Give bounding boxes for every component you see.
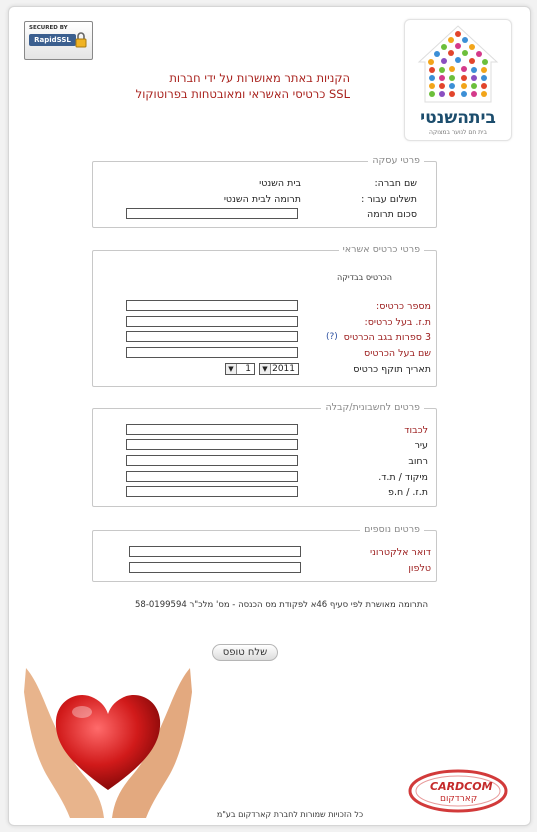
logo-tagline: בית חם לנוער במצוקה [429,129,487,136]
card-holder-name-input[interactable] [126,347,298,358]
payment-for-label: תשלום עבור : [361,194,417,205]
beit-hashanti-logo [404,19,512,141]
ssl-badge-line2: RapidSSL [29,34,76,46]
phone-label: טלפון [408,563,431,574]
cardcom-logo-line1: CARDCOM [430,780,493,793]
email-input[interactable] [129,546,301,557]
rapidssl-badge[interactable] [24,21,93,60]
email-label: דואר אלקטרוני [369,547,431,558]
padlock-icon [75,32,87,48]
chevron-down-icon: ▼ [226,364,237,374]
billing-id-label: ת.ז. / ח.פ [388,487,428,498]
city-label: עיר [414,440,428,451]
street-input[interactable] [126,455,298,466]
city-input[interactable] [126,439,298,450]
cvv-help-link[interactable]: (?) [326,332,338,342]
chevron-down-icon: ▼ [260,364,271,374]
zip-input[interactable] [126,471,298,482]
security-header-line1: הקניות באתר מאושרות על ידי חברות [169,71,350,85]
transaction-legend: פרטי עסקה [368,155,424,166]
expiry-month-select[interactable] [225,363,255,375]
card-holder-name-label: שם בעל הכרטיס [364,348,431,359]
credit-card-legend: פרטי כרטיס אשראי [339,244,424,255]
phone-input[interactable] [129,562,301,573]
extra-legend: פרטים נוספים [360,524,424,535]
zip-label: מיקוד / ת.ד. [378,472,428,483]
cvv-label: 3 ספרות בגב הכרטיס [343,332,431,343]
expiry-year-select[interactable] [259,363,299,375]
billing-id-input[interactable] [126,486,298,497]
company-value: בית השנטי [259,178,301,189]
expiry-month-value: 1 [245,364,251,374]
submit-button[interactable]: שלח טופס [212,644,278,661]
card-holder-id-input[interactable] [126,316,298,327]
tax-approval-note: התרומה מאושרת לפי סעיף 46א לפקודת מס הכנסה - מס' מלכ"ר 58-0199594 [135,600,428,610]
company-label: שם חברה: [374,178,417,189]
billing-to-label: לכבוד [404,425,428,436]
security-header-line2: כרטיסי האשראי ומאובטחות בפרוטוקול SSL [135,87,350,101]
payment-for-value: תרומה לבית השנטי [223,194,301,205]
card-number-label: מספר כרטיס: [376,301,431,312]
copyright-footer: כל הזכויות שמורות לחברת קארדקום בע"מ [216,810,364,819]
logo-name: ביתהשנטי [420,108,496,128]
street-label: רחוב [408,456,428,467]
card-check-note: הכרטיס בבדיקה [337,273,392,282]
house-icon [405,20,511,110]
ssl-badge-line1: SECURED BY [29,25,68,31]
expiry-label: תאריך תוקף כרטיס [353,364,431,375]
card-holder-id-label: ת.ז. בעל כרטיס: [364,317,431,328]
billing-legend: פרטים לחשבונית/קבלה [321,402,424,413]
card-number-input[interactable] [126,300,298,311]
billing-to-input[interactable] [126,424,298,435]
amount-label: סכום תרומה [367,209,417,220]
hands-heart-illustration [24,662,192,818]
cvv-input[interactable] [126,331,298,342]
expiry-year-value: 2011 [272,364,295,374]
amount-input[interactable] [126,208,298,219]
cardcom-logo-line2: קארדקום [440,794,478,804]
